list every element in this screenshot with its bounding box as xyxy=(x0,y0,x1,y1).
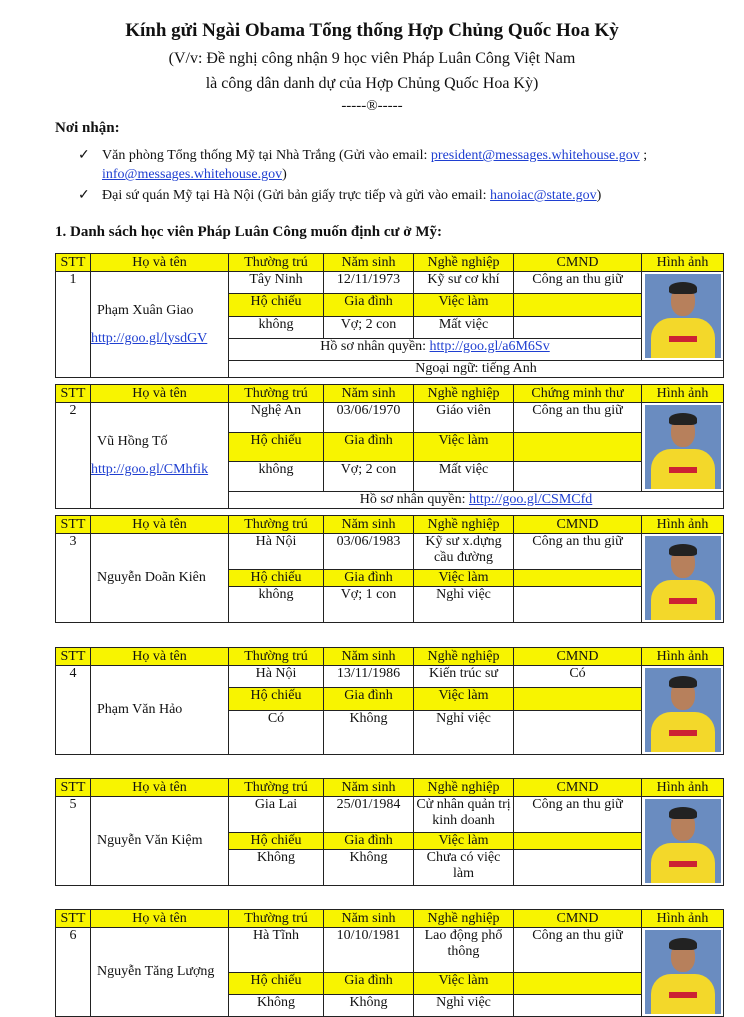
photo-cell xyxy=(642,666,724,755)
id-card-value: Công an thu giữ xyxy=(514,272,642,294)
header-birth-year: Năm sinh xyxy=(324,385,414,403)
header-residence: Thường trú xyxy=(229,648,324,666)
birth-year-value: 12/11/1973 xyxy=(324,272,414,294)
residence-value: Hà Nội xyxy=(229,666,324,688)
passport-header: Hộ chiếu xyxy=(229,972,324,994)
header-id-card: CMND xyxy=(514,516,642,534)
family-value: Vợ; 2 con xyxy=(324,462,414,492)
header-residence: Thường trú xyxy=(229,910,324,928)
header-id-card: CMND xyxy=(514,910,642,928)
photo-cell xyxy=(642,534,724,623)
work-value: Chưa có việc làm xyxy=(414,850,514,886)
passport-value: không xyxy=(229,587,324,623)
check-icon: ✓ xyxy=(78,148,90,163)
header-id-card: CMND xyxy=(514,254,642,272)
passport-header: Hộ chiếu xyxy=(229,294,324,316)
record-label: Hồ sơ nhân quyền: xyxy=(359,492,469,507)
occupation-value: Cử nhân quản trị kinh doanh xyxy=(414,797,514,833)
work-value: Mất việc xyxy=(414,462,514,492)
record-cell xyxy=(229,338,642,360)
occupation-value: Kiến trúc sư xyxy=(414,666,514,688)
record-cell xyxy=(229,492,724,509)
header-birth-year: Năm sinh xyxy=(324,254,414,272)
residence-value: Nghệ An xyxy=(229,403,324,433)
id-card-value: Công an thu giữ xyxy=(514,403,642,433)
passport-value: Không xyxy=(229,850,324,886)
birth-year-value: 25/01/1984 xyxy=(324,797,414,833)
empty-cell xyxy=(514,462,642,492)
empty-cell xyxy=(514,832,642,850)
passport-value: không xyxy=(229,316,324,338)
recipient-text: Đại sứ quán Mỹ tại Hà Nội (Gửi bản giấy trực tiếp và gửi vào email: xyxy=(102,188,491,203)
header-residence: Thường trú xyxy=(229,516,324,534)
work-header: Việc làm xyxy=(414,688,514,710)
recipient-end: ) xyxy=(282,167,287,182)
empty-cell xyxy=(514,710,642,755)
empty-cell xyxy=(514,587,642,623)
id-card-value: Có xyxy=(514,666,642,688)
family-header: Gia đình xyxy=(324,294,414,316)
residence-value: Hà Nội xyxy=(229,534,324,570)
record-link[interactable]: http://goo.gl/CSMCfd xyxy=(468,492,593,507)
person-name-cell xyxy=(91,797,229,886)
occupation-value: Kỹ sư cơ khí xyxy=(414,272,514,294)
empty-cell xyxy=(514,972,642,994)
recipients-heading: Nơi nhận: xyxy=(55,120,120,136)
passport-header: Hộ chiếu xyxy=(229,432,324,462)
email-link-president[interactable]: president@messages.whitehouse.gov xyxy=(430,148,640,163)
header-birth-year: Năm sinh xyxy=(324,779,414,797)
record-label: Hồ sơ nhân quyền: xyxy=(320,338,430,354)
id-card-value: Công an thu giữ xyxy=(514,928,642,973)
header-stt: STT xyxy=(56,779,91,797)
person-name-cell xyxy=(91,666,229,755)
recipient-item-1 xyxy=(78,146,718,184)
recipient-text: Văn phòng Tổng thống Mỹ tại Nhà Trắng (Gửi vào email: xyxy=(102,148,431,163)
person-name: Phạm Xuân Giao xyxy=(97,302,194,318)
header-occupation: Nghề nghiệp xyxy=(414,779,514,797)
profile-link[interactable]: http://goo.gl/CMhfik xyxy=(91,461,209,477)
header-stt: STT xyxy=(56,254,91,272)
work-header: Việc làm xyxy=(414,569,514,587)
passport-header: Hộ chiếu xyxy=(229,569,324,587)
separator: -----®----- xyxy=(341,98,403,114)
work-header: Việc làm xyxy=(414,294,514,316)
person-photo xyxy=(645,799,721,883)
occupation-value: Giáo viên xyxy=(414,403,514,433)
person-name-cell xyxy=(91,403,229,509)
residence-value: Tây Ninh xyxy=(229,272,324,294)
work-value: Nghỉ việc xyxy=(414,994,514,1016)
person-photo xyxy=(645,405,721,489)
person-name: Phạm Văn Hảo xyxy=(97,702,183,717)
empty-cell xyxy=(514,294,642,316)
work-header: Việc làm xyxy=(414,432,514,462)
header-photo: Hình ảnh xyxy=(642,385,724,403)
header-stt: STT xyxy=(56,385,91,403)
profile-link[interactable]: http://goo.gl/lysdGV xyxy=(91,330,208,346)
check-icon: ✓ xyxy=(78,188,90,203)
person-name-cell xyxy=(91,272,229,378)
birth-year-value: 03/06/1983 xyxy=(324,534,414,570)
header-residence: Thường trú xyxy=(229,254,324,272)
family-header: Gia đình xyxy=(324,688,414,710)
birth-year-value: 10/10/1981 xyxy=(324,928,414,973)
photo-cell xyxy=(642,403,724,492)
family-header: Gia đình xyxy=(324,832,414,850)
stt-value: 6 xyxy=(56,928,91,1017)
id-card-value: Công an thu giữ xyxy=(514,534,642,570)
header-id-card: CMND xyxy=(514,779,642,797)
record-link[interactable]: http://goo.gl/a6M6Sv xyxy=(429,338,550,354)
family-header: Gia đình xyxy=(324,972,414,994)
person-photo xyxy=(645,668,721,752)
recipient-sep: ; xyxy=(639,148,648,163)
header-occupation: Nghề nghiệp xyxy=(414,385,514,403)
language-cell: Ngoại ngữ: tiếng Anh xyxy=(229,361,724,378)
empty-cell xyxy=(514,994,642,1016)
stt-value: 5 xyxy=(56,797,91,886)
header-birth-year: Năm sinh xyxy=(324,648,414,666)
passport-header: Hộ chiếu xyxy=(229,832,324,850)
person-name-cell xyxy=(91,928,229,1017)
header-photo: Hình ảnh xyxy=(642,648,724,666)
passport-value: Không xyxy=(229,994,324,1016)
person-table-3 xyxy=(55,515,724,623)
header-name: Họ và tên xyxy=(91,910,229,928)
person-photo xyxy=(645,930,721,1014)
birth-year-value: 03/06/1970 xyxy=(324,403,414,433)
header-stt: STT xyxy=(56,516,91,534)
page-title: Kính gửi Ngài Obama Tổng thống Hợp Chủng Quốc Hoa Kỳ xyxy=(125,20,619,41)
stt-value: 3 xyxy=(56,534,91,623)
family-value: Không xyxy=(324,710,414,755)
recipient-item-2 xyxy=(78,186,718,205)
birth-year-value: 13/11/1986 xyxy=(324,666,414,688)
header-id-card: CMND xyxy=(514,648,642,666)
header-residence: Thường trú xyxy=(229,385,324,403)
subject-line-2: là công dân danh dự của Hợp Chủng Quốc Hoa Kỳ) xyxy=(205,75,539,92)
header-occupation: Nghề nghiệp xyxy=(414,648,514,666)
id-card-value: Công an thu giữ xyxy=(514,797,642,833)
header-residence: Thường trú xyxy=(229,779,324,797)
person-photo xyxy=(645,274,721,358)
family-value: Vợ; 1 con xyxy=(324,587,414,623)
header-name: Họ và tên xyxy=(91,254,229,272)
header-name: Họ và tên xyxy=(91,779,229,797)
stt-value: 4 xyxy=(56,666,91,755)
header-name: Họ và tên xyxy=(91,648,229,666)
header-photo: Hình ảnh xyxy=(642,516,724,534)
photo-cell xyxy=(642,928,724,1017)
passport-header: Hộ chiếu xyxy=(229,688,324,710)
empty-cell xyxy=(514,432,642,462)
person-table-4 xyxy=(55,647,724,755)
work-value: Mất việc xyxy=(414,316,514,338)
empty-cell xyxy=(514,850,642,886)
person-name: Nguyễn Tăng Lượng xyxy=(97,964,215,979)
header-name: Họ và tên xyxy=(91,385,229,403)
person-name-cell xyxy=(91,534,229,623)
header-photo: Hình ảnh xyxy=(642,779,724,797)
passport-value: không xyxy=(229,462,324,492)
header-occupation: Nghề nghiệp xyxy=(414,910,514,928)
header-stt: STT xyxy=(56,910,91,928)
family-value: Không xyxy=(324,850,414,886)
header-birth-year: Năm sinh xyxy=(324,910,414,928)
work-value: Nghỉ việc xyxy=(414,587,514,623)
header-photo: Hình ảnh xyxy=(642,254,724,272)
residence-value: Hà Tĩnh xyxy=(229,928,324,973)
work-value: Nghỉ việc xyxy=(414,710,514,755)
person-name: Vũ Hồng Tố xyxy=(97,433,168,449)
residence-value: Gia Lai xyxy=(229,797,324,833)
subject-line-1: (V/v: Đề nghị công nhận 9 học viên Pháp Luân Công Việt Nam xyxy=(168,50,576,67)
person-table-6 xyxy=(55,909,724,1017)
stt-value: 1 xyxy=(56,272,91,378)
family-value: Không xyxy=(324,994,414,1016)
empty-cell xyxy=(514,688,642,710)
person-name: Nguyễn Doãn Kiên xyxy=(97,570,206,585)
recipient-end: ) xyxy=(596,188,602,203)
family-header: Gia đình xyxy=(324,432,414,462)
person-table-5 xyxy=(55,778,724,886)
header-name: Họ và tên xyxy=(91,516,229,534)
header-stt: STT xyxy=(56,648,91,666)
person-photo xyxy=(645,536,721,620)
section-title: 1. Danh sách học viên Pháp Luân Công muốn định cư ở Mỹ: xyxy=(55,224,442,240)
header-photo: Hình ảnh xyxy=(642,910,724,928)
header-occupation: Nghề nghiệp xyxy=(414,516,514,534)
email-link-info[interactable]: info@messages.whitehouse.gov xyxy=(102,167,283,182)
photo-cell xyxy=(642,272,724,361)
family-value: Vợ; 2 con xyxy=(324,316,414,338)
header-id-card: Chứng minh thư xyxy=(514,385,642,403)
email-link-embassy[interactable]: hanoiac@state.gov xyxy=(490,188,597,203)
occupation-value: Lao động phổ thông xyxy=(414,928,514,973)
person-name: Nguyễn Văn Kiệm xyxy=(97,833,203,848)
header-occupation: Nghề nghiệp xyxy=(414,254,514,272)
empty-cell xyxy=(514,569,642,587)
empty-cell xyxy=(514,316,642,338)
occupation-value: Kỹ sư x.dựng cầu đường xyxy=(414,534,514,570)
header-birth-year: Năm sinh xyxy=(324,516,414,534)
stt-value: 2 xyxy=(56,403,91,509)
passport-value: Có xyxy=(229,710,324,755)
person-table-2 xyxy=(55,384,724,509)
person-table-1 xyxy=(55,253,724,378)
work-header: Việc làm xyxy=(414,832,514,850)
work-header: Việc làm xyxy=(414,972,514,994)
photo-cell xyxy=(642,797,724,886)
family-header: Gia đình xyxy=(324,569,414,587)
